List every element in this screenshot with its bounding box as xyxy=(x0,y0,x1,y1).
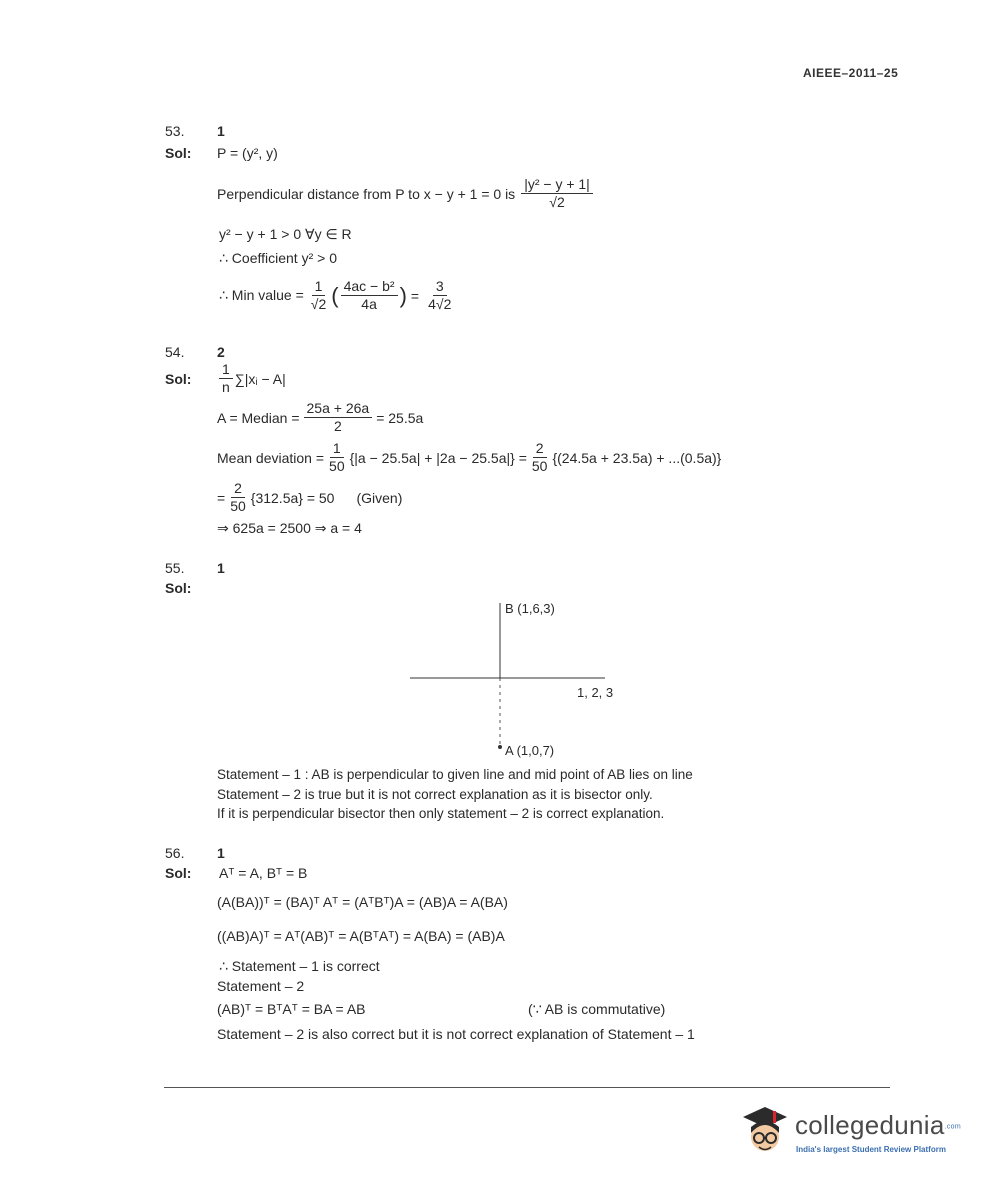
q54-median xyxy=(217,400,423,435)
page-code: AIEEE–2011–25 xyxy=(803,66,899,80)
q53-min-frac3 xyxy=(425,278,454,313)
q56-sol-label: Sol: xyxy=(165,865,192,881)
q54-formula-num: 1 xyxy=(219,361,233,379)
q53-min-frac2 xyxy=(341,278,398,313)
q53-min-frac2-den: 4a xyxy=(361,296,377,312)
q54-line3-den: 50 xyxy=(230,498,246,514)
q54-line3-rest: {312.5a} = 50 xyxy=(250,489,335,506)
q55-point-a-dot xyxy=(498,745,502,749)
q54-median-num: 25a + 26a xyxy=(304,400,373,418)
q53-line2: ∴ Coefficient y² > 0 xyxy=(219,250,337,266)
q54-md-frac2 xyxy=(529,440,551,475)
q56-line3: ((AB)A)ᵀ = Aᵀ(AB)ᵀ = A(BᵀAᵀ) = A(BA) = (AB)A xyxy=(217,928,505,944)
q53-line1: y² − y + 1 > 0 ∀y ∈ R xyxy=(219,226,352,242)
q53-min-frac3-den: 4√2 xyxy=(428,296,452,312)
q53-distance xyxy=(217,176,595,211)
q53-min-frac1-den: √2 xyxy=(310,296,327,312)
q54-mean-deviation xyxy=(217,440,721,475)
q53-distance-fraction xyxy=(521,176,593,211)
footer-brand-suffix: .com xyxy=(944,1123,961,1131)
q53-min-eq: = xyxy=(410,287,420,304)
q53-min-frac2-num: 4ac − b² xyxy=(341,278,398,296)
q55-point-b: B (1,6,3) xyxy=(505,601,555,616)
q54-line4: ⇒ 625a = 2500 ⇒ a = 4 xyxy=(217,520,362,536)
q54-median-label: A = Median = xyxy=(217,409,300,426)
q55-diagram xyxy=(400,595,640,765)
q56-line7: Statement – 2 is also correct but it is not correct explanation of Statement – 1 xyxy=(217,1026,695,1042)
q55-statement2: Statement – 2 is true but it is not correct explanation as it is bisector only. xyxy=(217,787,653,802)
q56-line6: (AB)ᵀ = BᵀAᵀ = BA = AB xyxy=(217,1001,366,1017)
q54-formula-den: n xyxy=(222,379,230,395)
footer-brand-name: collegedunia xyxy=(795,1110,945,1140)
q54-answer: 2 xyxy=(217,344,225,360)
q54-number: 54. xyxy=(165,344,185,360)
q53-min-frac3-num: 3 xyxy=(433,278,447,296)
q53-sol-label: Sol: xyxy=(165,145,192,161)
q54-md-label: Mean deviation = xyxy=(217,449,325,466)
q54-line3 xyxy=(217,480,402,515)
footer-rule xyxy=(164,1087,890,1088)
q54-formula-frac xyxy=(219,361,233,396)
q55-point-a: A (1,0,7) xyxy=(505,743,555,758)
q53-min-frac1-num: 1 xyxy=(312,278,326,296)
q53-min-value: ∴ Min value = $\frac{1}{√2}$ ( $\frac{\text{4ac − b²}}{4a}$ ) = $\frac{3}{4√2}$ xyxy=(219,278,456,313)
q56-line4: ∴ Statement – 1 is correct xyxy=(219,958,380,974)
q54-median-frac xyxy=(304,400,373,435)
q54-md-frac1-num: 1 xyxy=(330,440,344,458)
footer-tagline: India's largest Student Review Platform xyxy=(796,1145,946,1154)
q55-sol-label: Sol: xyxy=(165,580,192,596)
q53-min-label: ∴ Min value = xyxy=(219,287,304,303)
q54-sol-label: Sol: xyxy=(165,371,192,387)
q54-md-frac2-num: 2 xyxy=(533,440,547,458)
q54-md-frac2-den: 50 xyxy=(531,458,548,474)
q53-number: 53. xyxy=(165,123,185,139)
q54-formula xyxy=(217,361,286,396)
q56-answer: 1 xyxy=(217,845,225,861)
q53-point: P = (y², y) xyxy=(217,145,278,161)
q53-distance-text: Perpendicular distance from P to x − y + 1 = 0 is xyxy=(217,185,516,202)
q54-formula-rest: ∑|xᵢ − A| xyxy=(234,370,286,387)
q53-distance-num: |y² − y + 1| xyxy=(521,176,593,194)
q55-number: 55. xyxy=(165,560,185,576)
q54-md-end: {(24.5a + 23.5a) + ...(0.5a)} xyxy=(552,449,722,466)
q54-median-den: 2 xyxy=(333,418,342,434)
q54-line3-num: 2 xyxy=(231,480,245,498)
q54-md-frac1 xyxy=(326,440,348,475)
q56-line5: Statement – 2 xyxy=(217,978,305,994)
q56-number: 56. xyxy=(165,845,185,861)
q54-line3-eq: = xyxy=(217,489,226,506)
footer-brand xyxy=(795,1110,961,1141)
q54-line3-frac xyxy=(227,480,249,515)
q54-median-result: = 25.5a xyxy=(376,409,424,426)
q53-distance-den: √2 xyxy=(549,194,565,210)
q55-statement3: If it is perpendicular bisector then only statement – 2 is correct explanation. xyxy=(217,806,665,821)
q54-line3-given: (Given) xyxy=(356,489,403,506)
q55-statement1: Statement – 1 : AB is perpendicular to given line and mid point of AB lies on line xyxy=(217,767,693,782)
q54-md-frac1-den: 50 xyxy=(329,458,345,474)
collegedunia-mascot-icon xyxy=(737,1103,793,1163)
q56-line6-note: (∵ AB is commutative) xyxy=(528,1001,666,1017)
q56-line2: (A(BA))ᵀ = (BA)ᵀ Aᵀ = (AᵀBᵀ)A = (AB)A = A(BA) xyxy=(217,894,508,910)
q55-answer: 1 xyxy=(217,560,225,576)
q53-min-frac1 xyxy=(308,278,329,313)
q53-answer: 1 xyxy=(217,123,225,139)
q56-line1: Aᵀ = A, Bᵀ = B xyxy=(219,865,308,881)
q54-md-mid: {|a − 25.5a| + |2a − 25.5a|} = xyxy=(349,449,527,466)
q55-line-label: 1, 2, 3 xyxy=(577,685,614,700)
